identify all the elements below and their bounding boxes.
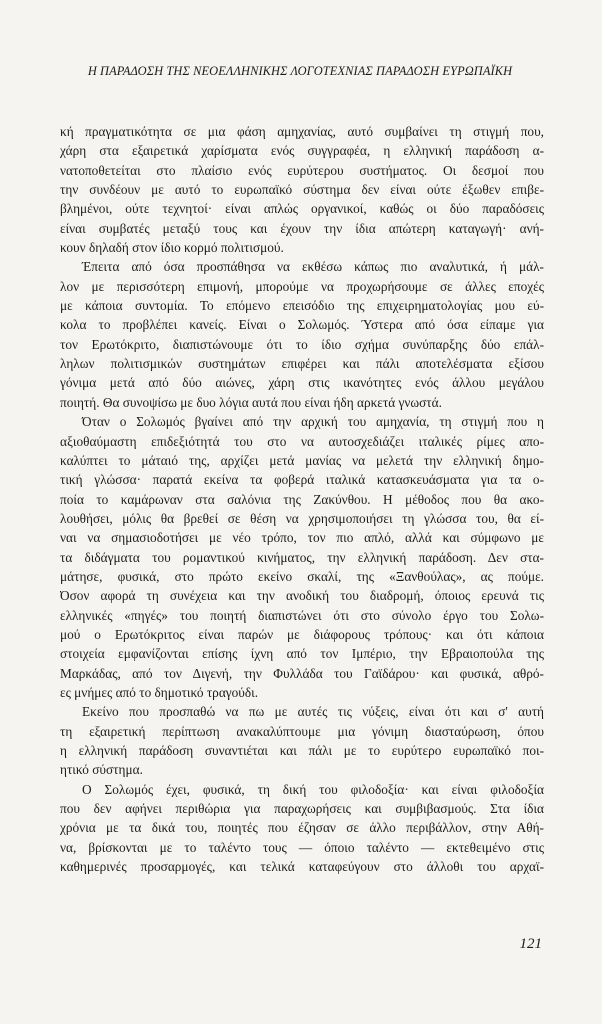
text-line: τα διδάγματα του ρομαντικού κινήματος, την ελληνική παράδοση. Δεν στα- bbox=[60, 549, 544, 565]
text-line: λον με περισσότερη επιμονή, μπορούμε να προχωρήσουμε σε άλλες εποχές bbox=[60, 278, 544, 294]
text-line: είναι συμβατές μεταξύ τους και έχουν την ίδια απώτερη καταγωγή· ανή- bbox=[60, 220, 544, 236]
text-line: κολα το προβλέπει κανείς. Είναι ο Σολωμός. Ύστερα από όσα είπαμε για bbox=[60, 317, 544, 333]
text-line: ποιητή. Θα συνοψίσω με δυο λόγια αυτά που είναι ήδη αρκετά γνωστά. bbox=[60, 394, 442, 410]
text-line: κή πραγματικότητα σε μια φάση αμηχανίας, αυτό συμβαίνει τη στιγμή που, bbox=[60, 124, 544, 139]
running-header: Η ΠΑΡΑΔΟΣΗ ΤΗΣ ΝΕΟΕΛΛΗΝΙΚΗΣ ΛΟΓΟΤΕΧΝΙΑΣ ΠΑΡΑΔΟΣΗ ΕΥΡΩΠΑΪΚΗ bbox=[87, 64, 513, 78]
text-line: Όσον αφορά τη συνέχεια και την ανοδική του διαδρομή, όποιος ερευνά τις bbox=[60, 588, 544, 604]
page-number: 121 bbox=[519, 936, 542, 952]
text-line: γόνιμα μετά από δύο αιώνες, χάρη στις ικανότητες ενός άλλου μεγάλου bbox=[60, 375, 544, 391]
text-line: που δεν αφήνει περιθώρια για παραχωρήσεις και συμβιβασμούς. Στα ίδια bbox=[60, 801, 544, 817]
text-line: Εκείνο που προσπαθώ να πω με αυτές τις νύξεις, είναι ότι και σ' αυτή bbox=[82, 704, 544, 720]
text-line: ποία το καμάρωναν στα σαλόνια της Ζακύνθου. Η μέθοδος που θα ακο- bbox=[60, 491, 544, 507]
text-line: βλημένοι, ούτε τεχνητοί· είναι απλώς οργανικοί, καθώς οι δύο παραδόσεις bbox=[60, 201, 544, 217]
text-line: καθημερινές προσαρμογές, και τελικά καταφεύγουν στο άλλοθι του αρχαϊ- bbox=[60, 859, 544, 875]
text-line: με κάποια συντομία. Το επόμενο επεισόδιο της επιχειρηματολογίας μου εύ- bbox=[60, 298, 544, 314]
text-line: χρόνια με τα δικά του, ποιητές που έζησαν σε άλλο περιβάλλον, στην Αθή- bbox=[60, 820, 544, 836]
text-line: η ελληνική παράδοση συναντιέται και πάλι με το ευρύτερο ευρωπαϊκό ποι- bbox=[60, 743, 544, 758]
text-line: Μαρκάδας, από τον Διγενή, την Φυλλάδα του Γαϊδάρου· και φυσικά, αθρό- bbox=[60, 665, 544, 681]
text-line: τη εξαιρετική περίπτωση ανακαλύπτουμε μια γόνιμη διασταύρωση, όπου bbox=[60, 723, 544, 739]
text-line: τον Ερωτόκριτο, διαπιστώνουμε ότι το ίδιο σχήμα συνύπαρξης δύο επάλ- bbox=[60, 336, 544, 352]
text-line: λουθήσει, μόλις θα βρεθεί σε θέση να χρησιμοποιήσει τη γλώσσα του, θα εί- bbox=[60, 510, 544, 526]
text-line: χάρη στα εξαιρετικά χαρίσματα ενός συγγραφέα, η ελληνική παράδοση α- bbox=[60, 143, 544, 159]
text-line: καλύπτει το μάταιό της, αρχίζει μετά μανίας να μελετά την ελληνική δημο- bbox=[60, 452, 544, 468]
text-line: την συνδέουν με αυτό το ευρωπαϊκό σύστημα δεν είναι ούτε έξωθεν επιβε- bbox=[60, 182, 544, 198]
text-line: ναι να σημασιοδοτήσει με νέο τρόπο, τον πιο απλό, αλλά και σύμφωνο με bbox=[60, 530, 544, 546]
text-line: ες μνήμες από το δημοτικό τραγούδι. bbox=[60, 684, 259, 700]
text-line: μάτησε, φυσικά, στο πρώτο εκείνο σκαλί, της «Ξανθούλας», ας πούμε. bbox=[60, 568, 544, 584]
text-line: ληλων πολιτισμικών συστημάτων επιφέρει και πάλι αποτελέσματα εξίσου bbox=[60, 356, 544, 372]
text-line: κουν δηλαδή στον ίδιο κορμό πολιτισμού. bbox=[60, 240, 284, 256]
text-line: νατοποθετείται στο πλαίσιο ενός ευρύτερου συστήματος. Οι δεσμοί που bbox=[60, 162, 544, 178]
text-line: στοιχεία εμφανίζονται επίσης ίχνη από τον Ιμπέριο, την Εβραιοπούλα της bbox=[60, 646, 544, 662]
text-line: μού ο Ερωτόκριτος είναι παρών με διάφορους τρόπους· και ότι κάποια bbox=[60, 626, 544, 642]
text-line: αξιοθαύμαστη επιδεξιότητά του στο να αυτοσχεδιάζει ιταλικές ρίμες απο- bbox=[60, 433, 544, 449]
text-line: Όταν ο Σολωμός βγαίνει από την αρχική του αμηχανία, τη στιγμή που η bbox=[82, 414, 544, 430]
text-line: Έπειτα από όσα προσπάθησα να εκθέσω κάπως πιο αναλυτικά, ή μάλ- bbox=[82, 259, 544, 275]
text-line: ητικό σύστημα. bbox=[60, 762, 143, 778]
text-line: Ο Σολωμός έχει, φυσικά, τη δική του φιλοδοξία· και είναι φιλοδοξία bbox=[82, 781, 544, 797]
text-line: τική γλώσσα· παρατά εκείνα τα φοβερά ιταλικά κατασκευάσματα για τα ο- bbox=[60, 472, 544, 488]
body-text bbox=[60, 122, 544, 876]
text-line: ελληνικές «πηγές» του ποιητή διαπιστώνει ότι στο σύνολο έργο του Σολω- bbox=[60, 607, 544, 623]
text-line: να, βρίσκονται με το ταλέντο τους — όποιο ταλέντο — εκτεθειμένο στις bbox=[60, 839, 544, 855]
